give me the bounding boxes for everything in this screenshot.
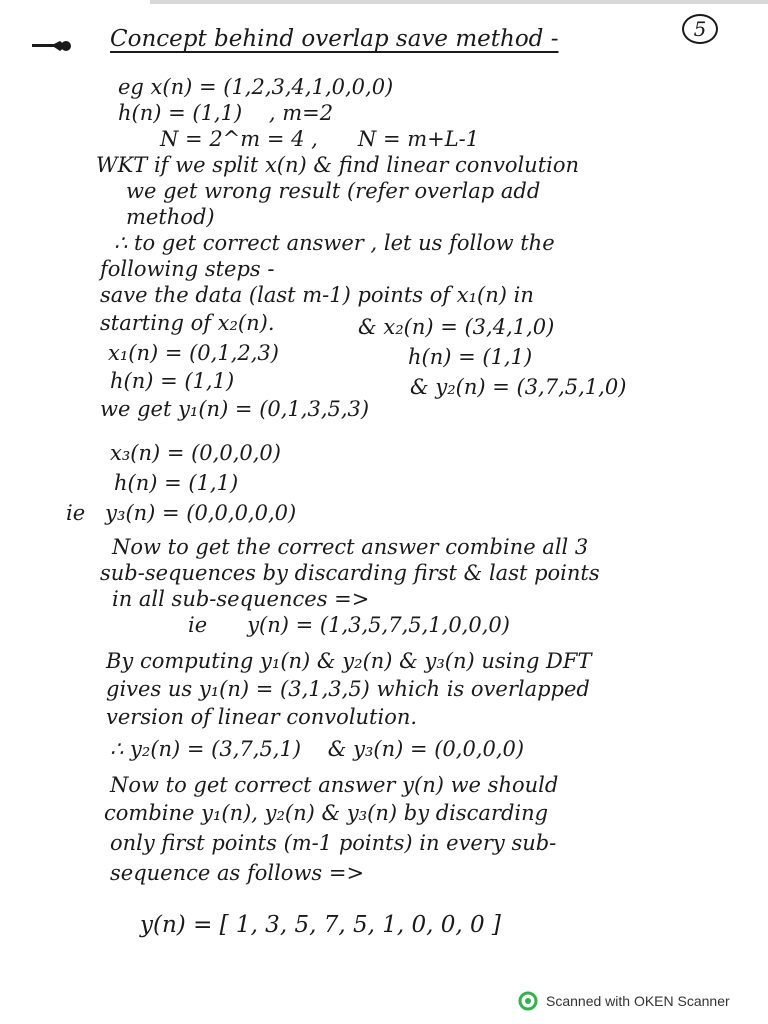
text-line: ∴ to get correct answer , let us follow the (114, 231, 555, 255)
text-line: gives us y₁(n) = (3,1,3,5) which is overlapped (106, 677, 590, 701)
text-line: & y₂(n) = (3,7,5,1,0) (410, 375, 627, 399)
page-edge-line (150, 0, 768, 4)
text-line: following steps - (100, 257, 275, 281)
text-line: sequence as follows => (110, 861, 365, 885)
text-line: ie y(n) = (1,3,5,7,5,1,0,0,0) (188, 613, 510, 637)
text-line: Now to get the correct answer combine all 3 (112, 535, 589, 559)
text-line: version of linear convolution. (106, 705, 418, 729)
final-result-line: y(n) = [ 1, 3, 5, 7, 5, 1, 0, 0, 0 ] (140, 912, 501, 938)
text-line: h(n) = (1,1) , m=2 (118, 101, 334, 125)
scanner-watermark (518, 990, 730, 1012)
text-line: starting of x₂(n). (100, 311, 275, 335)
text-line: in all sub-sequences => (112, 587, 370, 611)
page-number: 5 (682, 14, 718, 44)
text-line: & x₂(n) = (3,4,1,0) (358, 315, 555, 339)
text-line: h(n) = (1,1) (110, 369, 235, 393)
text-line: ie y₃(n) = (0,0,0,0,0) (66, 501, 297, 525)
text-line: save the data (last m-1) points of x₁(n) in (100, 283, 534, 307)
text-line: we get y₁(n) = (0,1,3,5,3) (100, 397, 370, 421)
page-title: Concept behind overlap save method - (110, 26, 559, 52)
text-line: By computing y₁(n) & y₂(n) & y₃(n) using DFT (106, 649, 592, 673)
text-line: h(n) = (1,1) (114, 471, 239, 495)
text-line: we get wrong result (refer overlap add (126, 179, 541, 203)
text-line: sub-sequences by discarding first & last points (100, 561, 600, 585)
text-line: only first points (m-1 points) in every sub- (110, 831, 557, 855)
oken-scanner-logo-icon (518, 991, 538, 1011)
text-line: x₁(n) = (0,1,2,3) (108, 341, 279, 365)
text-line: eg x(n) = (1,2,3,4,1,0,0,0) (118, 75, 394, 99)
text-line: WKT if we split x(n) & find linear convolution (96, 153, 580, 177)
scanner-text: Scanned with OKEN Scanner (546, 993, 730, 1009)
text-line: x₃(n) = (0,0,0,0) (110, 441, 281, 465)
text-line: ∴ y₂(n) = (3,7,5,1) & y₃(n) = (0,0,0,0) (110, 737, 525, 761)
pen-doodle-icon (30, 36, 74, 56)
text-line: Now to get correct answer y(n) we should (110, 773, 559, 797)
text-line: h(n) = (1,1) (408, 345, 533, 369)
text-line: method) (126, 205, 215, 229)
text-line: combine y₁(n), y₂(n) & y₃(n) by discarding (104, 801, 549, 825)
text-line: N = 2^m = 4 , N = m+L-1 (160, 127, 480, 151)
